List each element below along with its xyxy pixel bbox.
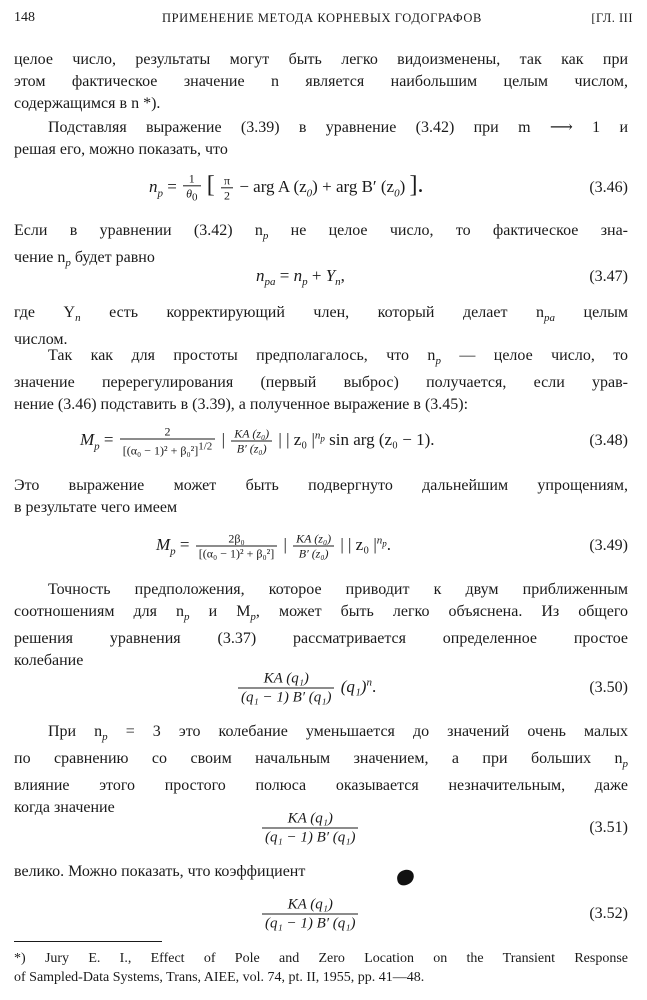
equation-body: $M_p$ = $\frac{2}{[(\alpha_0 - 1)^2 + \beta_0^2]^{1/2}}$ | $\frac{\text{KA (z₀)}}{\text{B′ (z₀)}}$ | | z₀ $|^{n_p}$ sin arg (z₀ − 1). xyxy=(80,424,435,458)
text-line: решая его, можно показать, что xyxy=(14,141,228,158)
text-line: влияние этого простого полюса оказывается незначительным, даже xyxy=(14,777,628,795)
equation-number: (3.49) xyxy=(589,537,628,554)
text-line: нение (3.46) подставить в (3.39), а полученное выражение в (3.45): xyxy=(14,396,469,414)
paragraph-1 xyxy=(14,49,628,115)
paragraph-6 xyxy=(14,475,628,519)
text-line: велико. Можно показать, что коэффициент xyxy=(14,863,306,880)
text-line: числом. xyxy=(14,331,68,349)
paragraph-2 xyxy=(14,117,628,161)
footnote-line: of Sampled-Data Systems, Trans, AIEE, vol. 74, pt. II, 1955, pp. 41—48. xyxy=(14,970,425,985)
text-line: Подставляя выражение (3.39) в уравнение (3.42) при m ⟶ 1 и xyxy=(48,119,628,136)
equation-body xyxy=(260,896,360,933)
text-line: решения уравнения (3.37) рассматривается определенное простое xyxy=(14,630,628,648)
equation-3-49 xyxy=(14,524,628,568)
text-line: в результате чего имеем xyxy=(14,499,178,516)
running-header xyxy=(14,10,633,32)
text-line: При $n_p = 3$ это колебание уменьшается до значений очень малых xyxy=(48,723,628,744)
text-line: когда значение xyxy=(14,799,115,817)
equation-3-46 xyxy=(14,168,628,208)
footnote-line: *) Jury E. I., Effect of Pole and Zero Location on the Transient Response xyxy=(14,951,628,966)
paragraph-5 xyxy=(14,345,628,416)
running-title: ПРИМЕНЕНИЕ МЕТОДА КОРНЕВЫХ ГОДОГРАФОВ xyxy=(162,11,482,25)
text-line: соотношениям для $n_p$ и $M_p$, может быть легко объяснена. Из общего xyxy=(14,603,629,624)
page-number: 148 xyxy=(14,10,35,25)
text-line: Это выражение может быть подвергнуто дальнейшим упрощениям, xyxy=(14,477,628,494)
fraction: $\frac{\text{KA (q₁)}}{\text{(q₁ − 1) B′ (q₁)}}$ xyxy=(238,670,334,707)
paragraph-8 xyxy=(14,721,628,819)
equation-body: $n_p$ = $\frac{1}{\theta_0}$ [ $\frac{\pi}{2}$ − arg A $(z_0)$ + arg B′ $(z_0)$ ]. xyxy=(149,171,424,204)
text-line: чение $n_p$ будет равно xyxy=(14,249,155,270)
text-line: колебание xyxy=(14,652,84,670)
equation-number: (3.47) xyxy=(589,268,628,285)
equation-number: (3.48) xyxy=(589,432,628,449)
equation-number: (3.50) xyxy=(589,679,628,696)
equation-number: (3.52) xyxy=(589,905,628,922)
text-line: Если в уравнении (3.42) $n_p$ не целое число, то фактическое зна- xyxy=(14,222,628,243)
equation-number: (3.46) xyxy=(589,179,628,196)
text-line: целое число, результаты могут быть легко видоизменены, так как при xyxy=(14,51,628,68)
text-line: значение перерегулирования (первый выброс) получается, если урав- xyxy=(14,374,628,392)
equation-body: $M_p$ = $\frac{\text{2β₀}}{\text{[(α₀ − 1)² + β₀²]}}$ | $\frac{\text{KA (z₀)}}{\text{B′ (z₀)}}$ | | z₀ $|^{n_p}$. xyxy=(156,531,392,561)
fraction: $\frac{2}{[(\alpha_0 - 1)^2 + \beta_0^2]^{1/2}}$ xyxy=(120,425,216,458)
equation-3-47 xyxy=(14,257,628,297)
equation-number: (3.51) xyxy=(589,819,628,836)
fraction: $\frac{\text{2β₀}}{\text{[(α₀ − 1)² + β₀²]}}$ xyxy=(196,532,277,561)
equation-body xyxy=(260,810,360,847)
text-line: где $Y_n$ есть корректирующий член, который делает $n_{pa}$ целым xyxy=(14,304,629,325)
chapter-label: [ГЛ. III xyxy=(591,11,633,25)
text-line: по сравнению со своим начальным значением, а при больших $n_p$ xyxy=(14,750,628,771)
text-line: Так как для простоты предполагалось, что $n_p$ — целое число, то xyxy=(48,347,629,368)
paragraph-7 xyxy=(14,579,628,672)
equation-3-48 xyxy=(14,419,628,463)
paragraph-9 xyxy=(14,861,628,883)
footnote-rule xyxy=(14,941,162,942)
footnote xyxy=(14,949,628,987)
fraction: $\frac{\text{KA (z₀)}}{\text{B′ (z₀)}}$ xyxy=(293,532,334,561)
text-line: Точность предположения, которое приводит к двум приближенным xyxy=(48,581,628,598)
fraction: $\frac{\text{KA (q₁)}}{\text{(q₁ − 1) B′ (q₁)}}$ xyxy=(262,896,358,933)
fraction: $\frac{\text{KA (q₁)}}{\text{(q₁ − 1) B′ (q₁)}}$ xyxy=(262,810,358,847)
text-line: содержащимся в n *). xyxy=(14,95,161,112)
fraction: $\frac{\pi}{2}$ xyxy=(221,174,233,203)
equation-3-50 xyxy=(14,666,628,710)
text-line: этом фактическое значение n является наибольшим целым числом, xyxy=(14,73,628,90)
paragraph-4 xyxy=(14,302,628,351)
fraction: $\frac{1}{\theta_0}$ xyxy=(183,171,200,204)
equation-3-51 xyxy=(14,806,628,850)
fraction: $\frac{\text{KA (z₀)}}{\text{B′ (z₀)}}$ xyxy=(231,427,272,456)
equation-3-52 xyxy=(14,892,628,936)
equation-body: $n_{pa} = n_p + Y_n$, xyxy=(256,265,345,289)
equation-body: $\frac{\text{KA (q₁)}}{\text{(q₁ − 1) B′ (q₁)}}$ $(q_1)^n$. xyxy=(236,670,376,707)
